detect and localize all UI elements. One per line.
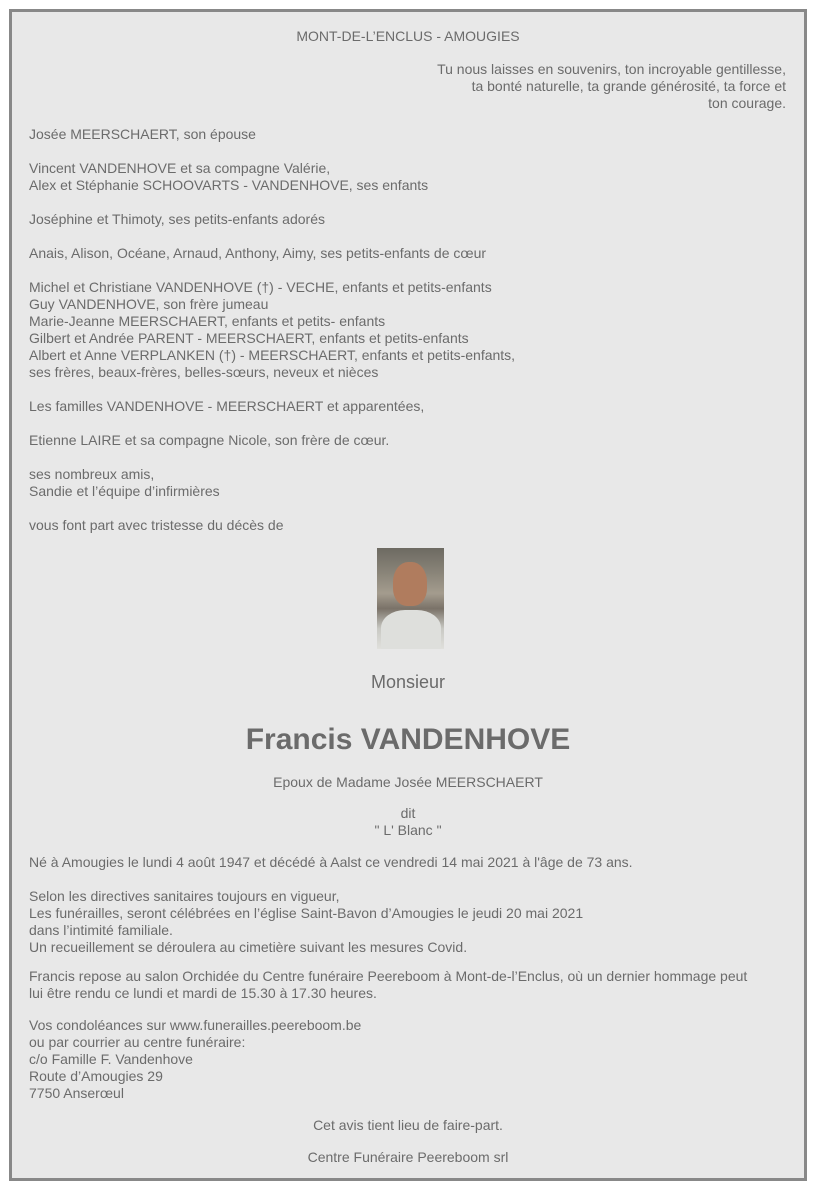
condolences-line: ou par courrier au centre funéraire: [29,1034,246,1050]
children-block [29,160,428,194]
photo-shirt [381,610,441,649]
spouse-of-line: Epoux de Madame Josée MEERSCHAERT [273,774,543,790]
notice-line: Cet avis tient lieu de faire-part. [313,1117,503,1133]
honorific: Monsieur [370,672,446,692]
friends-block [29,466,220,500]
sibling-line: Marie-Jeanne MEERSCHAERT, enfants et petits- enfants [29,313,386,329]
visitation-line: lui être rendu ce lundi et mardi de 15.30 à 17.30 heures. [29,985,377,1001]
spouse-line: Josée MEERSCHAERT, son épouse [29,126,256,142]
sibling-line: Gilbert et Andrée PARENT - MEERSCHAERT, enfants et petits-enfants [29,330,469,346]
visitation-line: Francis repose au salon Orchidée du Centre funéraire Peereboom à Mont-de-l’Enclus, où un dernier hommage peut [29,968,748,984]
dit-line: dit [400,805,416,821]
deceased-name: Francis VANDENHOVE [245,723,571,756]
quote-line-2: ta bonté naturelle, ta grande générosité, ta force et [471,78,786,94]
condolences-line: 7750 Anserœul [29,1085,124,1101]
friends-line: ses nombreux amis, [29,466,155,482]
obituary-card [9,9,807,1181]
condolences-line: c/o Famille F. Vandenhove [29,1051,193,1067]
photo-face [393,562,427,606]
condolences-line: Route d’Amougies 29 [29,1068,163,1084]
quote-line-3: ton courage. [708,95,786,111]
company-line: Centre Funéraire Peereboom srl [307,1149,509,1165]
condolences-line: Vos condoléances sur www.funerailles.peereboom.be [29,1017,362,1033]
brother-heart-line: Etienne LAIRE et sa compagne Nicole, son frère de cœur. [29,432,390,448]
condolences-block [29,1017,361,1102]
families-line: Les familles VANDENHOVE - MEERSCHAERT et apparentées, [29,398,425,414]
sibling-line: Albert et Anne VERPLANKEN (†) - MEERSCHAERT, enfants et petits-enfants, [29,347,516,363]
visitation-block [29,968,747,1002]
funeral-block [29,888,583,956]
funeral-line: Les funérailles, seront célébrées en l’église Saint-Bavon d’Amougies le jeudi 20 mai 2021 [29,905,584,921]
grandchildren-heart-line: Anais, Alison, Océane, Arnaud, Anthony, Aimy, ses petits-enfants de cœur [29,245,487,261]
birth-death-line: Né à Amougies le lundi 4 août 1947 et décédé à Aalst ce vendredi 14 mai 2021 à l'âge de 73 ans. [29,854,633,870]
sibling-line: Guy VANDENHOVE, son frère jumeau [29,296,269,312]
deceased-photo [377,548,444,649]
funeral-line: Un recueillement se déroulera au cimetière suivant les mesures Covid. [29,939,468,955]
sibling-line: Michel et Christiane VANDENHOVE (†) - VECHE, enfants et petits-enfants [29,279,492,295]
grandchildren-line: Joséphine et Thimoty, ses petits-enfants adorés [29,211,325,227]
funeral-line: Selon les directives sanitaires toujours en vigueur, [29,888,340,904]
announce-line: vous font part avec tristesse du décès de [29,517,284,533]
nickname-line: " L' Blanc " [374,822,442,838]
siblings-block [29,279,515,381]
children-line: Alex et Stéphanie SCHOOVARTS - VANDENHOVE, ses enfants [29,177,429,193]
friends-line: Sandie et l’équipe d’infirmières [29,483,220,499]
funeral-line: dans l’intimité familiale. [29,922,173,938]
quote-line-1: Tu nous laisses en souvenirs, ton incroyable gentillesse, [437,61,786,77]
location-heading: MONT-DE-L’ENCLUS - AMOUGIES [296,28,520,44]
sibling-line: ses frères, beaux-frères, belles-sœurs, neveux et nièces [29,364,379,380]
children-line: Vincent VANDENHOVE et sa compagne Valérie, [29,160,331,176]
